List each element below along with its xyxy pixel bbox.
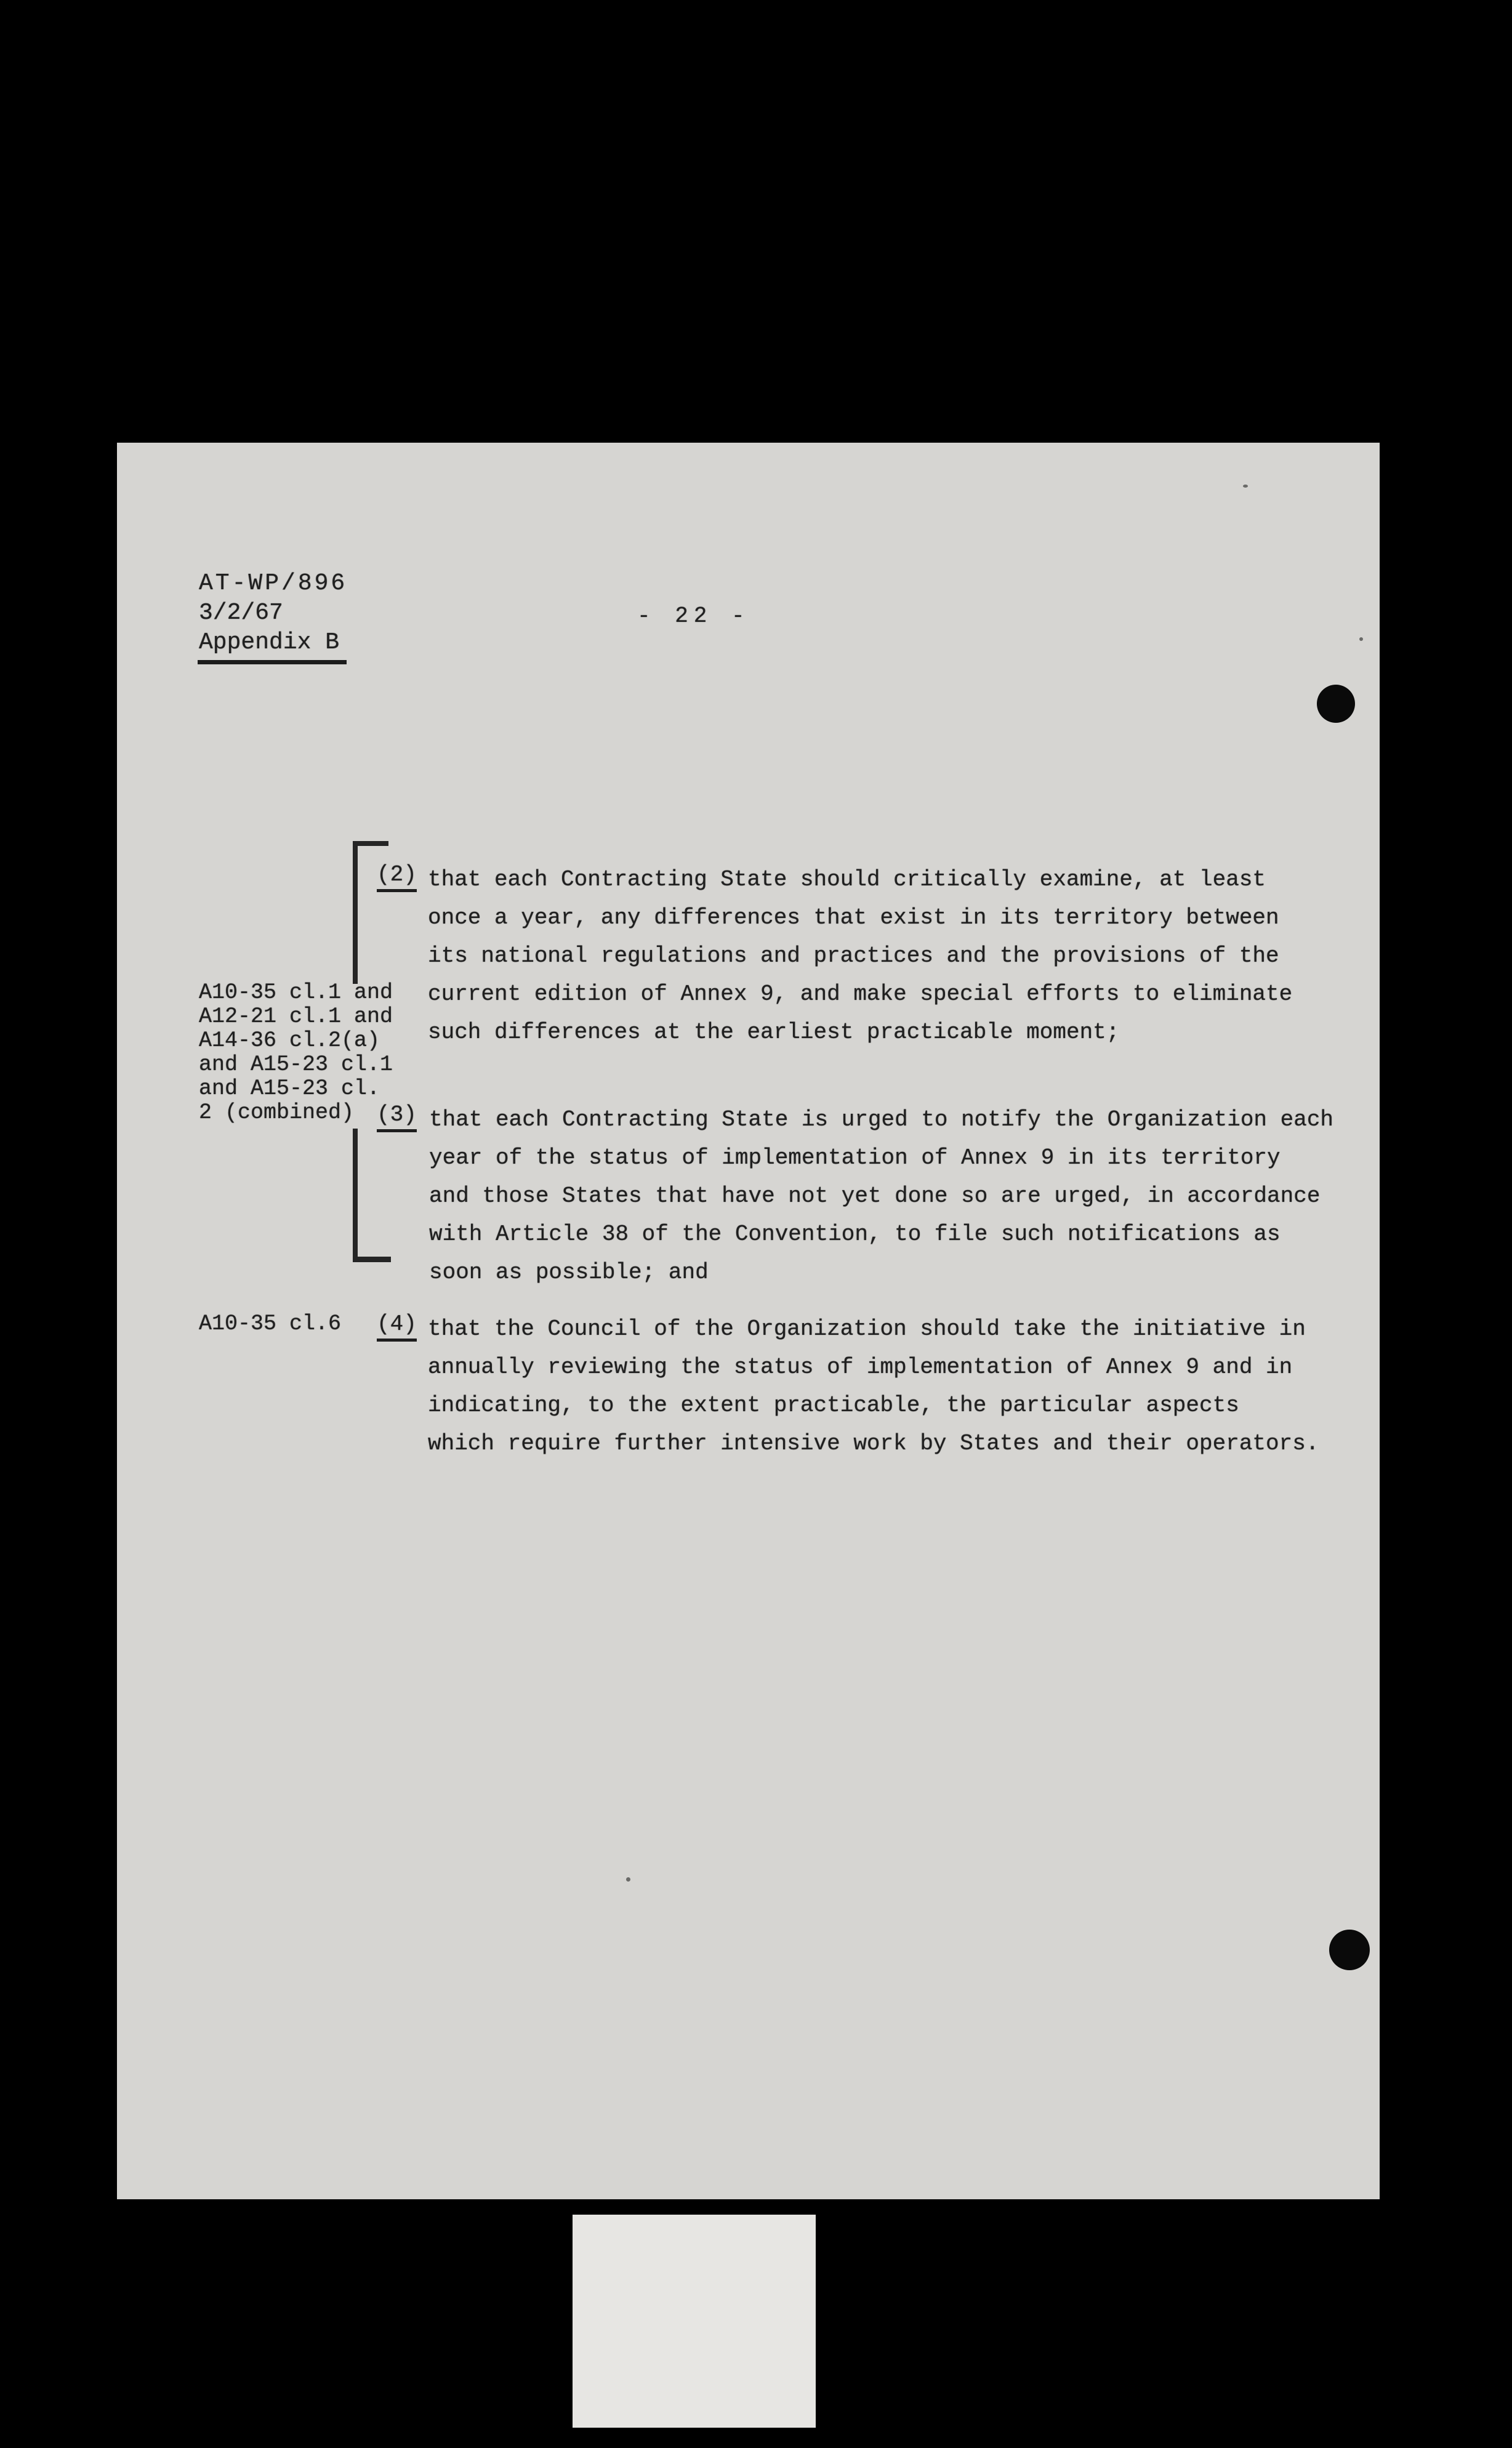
- next-page-fragment: [573, 2215, 816, 2428]
- paragraph-line: and those States that have not yet done so are urged, in accordance: [429, 1183, 1321, 1209]
- paragraph-line: current edition of Annex 9, and make special efforts to eliminate: [428, 981, 1293, 1007]
- clause-bracket-upper-stem: [353, 841, 358, 984]
- document-reference: AT-WP/896: [199, 570, 348, 597]
- page-number: - 22 -: [637, 603, 750, 629]
- clause-bracket-top-serif: [353, 841, 388, 846]
- paragraph-4: [428, 1310, 1319, 1463]
- punch-hole-dot-bottom: [1329, 1930, 1370, 1970]
- paragraph-line: that each Contracting State is urged to notify the Organization each: [429, 1107, 1334, 1132]
- scan-speck: [1243, 485, 1248, 488]
- margin-note-line: A14-36 cl.2(a): [199, 1028, 380, 1053]
- margin-note-line: A12-21 cl.1 and: [199, 1004, 393, 1029]
- paragraph-line: once a year, any differences that exist in its territory between: [428, 905, 1279, 930]
- margin-note-line: 2 (combined): [199, 1100, 355, 1125]
- paragraph-line: year of the status of implementation of Annex 9 in its territory: [429, 1145, 1281, 1170]
- paragraph-line: that each Contracting State should critically examine, at least: [428, 867, 1266, 892]
- paragraph-line: which require further intensive work by States and their operators.: [428, 1431, 1319, 1456]
- margin-reference-note: [199, 981, 393, 1125]
- document-date: 3/2/67: [199, 600, 283, 626]
- paragraph-line: indicating, to the extent practicable, the particular aspects: [428, 1393, 1239, 1418]
- paragraph-line: with Article 38 of the Convention, to file such notifications as: [429, 1222, 1281, 1247]
- paragraph-2: [428, 861, 1292, 1052]
- paragraph-line: soon as possible; and: [429, 1260, 709, 1285]
- paragraph-line: such differences at the earliest practicable moment;: [428, 1020, 1120, 1045]
- paragraph-line: that the Council of the Organization should take the initiative in: [428, 1316, 1306, 1342]
- scan-speck: [626, 1877, 630, 1882]
- paragraph-3: [429, 1101, 1333, 1292]
- margin-note-line: and A15-23 cl.: [199, 1076, 380, 1101]
- paragraph-line: its national regulations and practices and the provisions of the: [428, 943, 1279, 968]
- paragraph-4-number: (4): [377, 1311, 417, 1342]
- paragraph-line: annually reviewing the status of implementation of Annex 9 and in: [428, 1355, 1293, 1380]
- paragraph-3-number: (3): [377, 1102, 417, 1132]
- clause-bracket-lower-stem: [353, 1129, 358, 1262]
- appendix-label: Appendix B: [198, 628, 347, 664]
- scan-speck: [1359, 637, 1363, 641]
- margin-note-line: and A15-23 cl.1: [199, 1052, 393, 1077]
- paragraph-2-number: (2): [377, 862, 417, 892]
- margin-note-line: A10-35 cl.1 and: [199, 980, 393, 1005]
- page-header: [199, 569, 347, 664]
- document-page: [117, 443, 1380, 2199]
- margin-reference-p4: A10-35 cl.6: [199, 1311, 342, 1336]
- clause-bracket-bottom-serif: [353, 1257, 391, 1262]
- punch-hole-dot-top: [1317, 685, 1355, 723]
